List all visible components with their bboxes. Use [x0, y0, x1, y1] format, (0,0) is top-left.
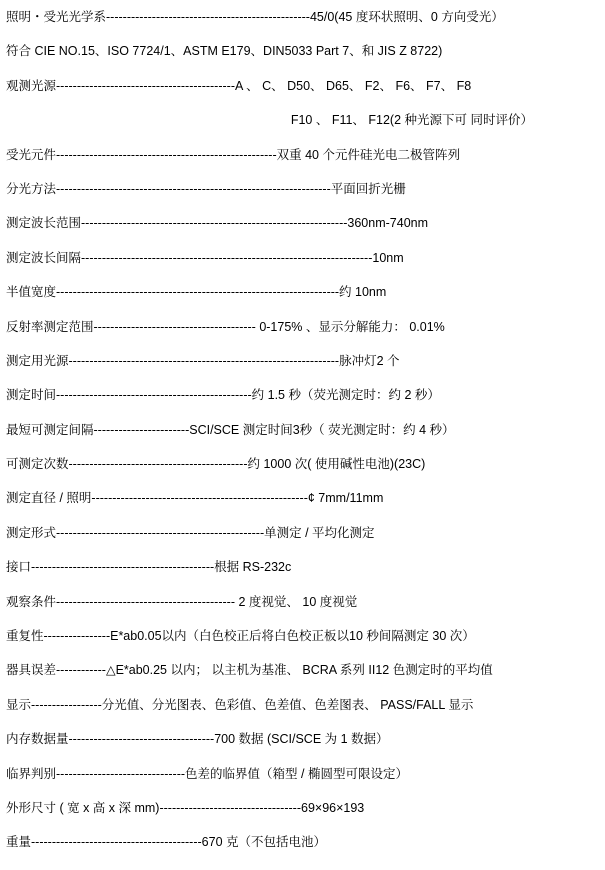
spec-line-text: 显示-----------------分光值、分光图表、色彩值、色差值、色差图表、 PASS/FALL 显示 — [6, 697, 474, 712]
spec-line-text: 观测光源-------------------------------------------A 、 C、 D50、 D65、 F2、 F6、 F7、 F8 — [6, 78, 472, 93]
spec-line-text: 观察条件------------------------------------------- 2 度视觉、 10 度视觉 — [6, 594, 358, 609]
spec-line-text: 内存数据量-----------------------------------700 数据 (SCI/SCE 为 1 数据） — [6, 732, 389, 747]
spec-line-measurement-wavelength-range — [6, 216, 599, 250]
spec-line-threshold-judgement — [6, 767, 599, 801]
spec-line-text: 测定时间-----------------------------------------------约 1.5 秒（荧光测定时：约 2 秒） — [6, 388, 440, 403]
spec-line-repeatability — [6, 629, 599, 663]
spec-line-text: 受光元件-----------------------------------------------------双重 40 个元件硅光电二极管阵列 — [6, 147, 460, 162]
spec-line-observation-light-source-cont — [6, 113, 599, 147]
spec-line-measurement-light-source — [6, 354, 599, 388]
spec-line-text: 测定直径 / 照明----------------------------------------------------¢ 7mm/11mm — [6, 491, 384, 506]
spec-line-standards-compliance — [6, 44, 599, 78]
spec-line-half-bandwidth — [6, 285, 599, 319]
spec-line-text: 照明・受光光学系-------------------------------------------------45/0(45 度环状照明、0 方向受光） — [6, 10, 504, 24]
spec-line-spectroscopic-method — [6, 182, 599, 216]
spec-line-measurement-time — [6, 388, 599, 422]
spec-line-weight — [6, 835, 599, 869]
spec-line-text: 外形尺寸 ( 宽 x 高 x 深 mm)----------------------------------69×96×193 — [6, 800, 365, 815]
spec-line-instrument-error — [6, 663, 599, 697]
spec-line-text: 测定形式--------------------------------------------------单测定 / 平均化测定 — [6, 525, 375, 540]
spec-line-text: 分光方法------------------------------------------------------------------平面回折光栅 — [6, 181, 406, 196]
spec-line-measurement-mode — [6, 526, 599, 560]
spec-line-text: 重复性----------------E*ab0.05以内（白色校正后将白色校正板以10 秒间隔测定 30 次） — [6, 629, 475, 644]
spec-line-text: 测定波长范围----------------------------------------------------------------360nm-740nm — [6, 216, 429, 231]
spec-line-memory-data-count — [6, 732, 599, 766]
spec-line-text: F10 、 F11、 F12(2 种光源下可 同时评价） — [290, 113, 533, 128]
spec-line-minimum-measurement-interval — [6, 423, 599, 457]
spec-line-text: 反射率测定范围--------------------------------------- 0-175% 、显示分解能力： 0.01% — [6, 319, 445, 334]
spec-line-text: 接口--------------------------------------------根据 RS-232c — [6, 560, 292, 575]
spec-line-illumination-observation — [6, 10, 599, 44]
spec-line-text: 临界判别-------------------------------色差的临界值（箱型 / 椭圆型可限设定） — [6, 766, 408, 781]
spec-line-observation-conditions — [6, 595, 599, 629]
spec-line-reflectance-measurement-range — [6, 320, 599, 354]
spec-line-text: 测定用光源-----------------------------------------------------------------脉冲灯2 个 — [6, 353, 400, 368]
spec-line-measurement-diameter-illumination — [6, 491, 599, 525]
spec-line-text: 最短可测定间隔-----------------------SCI/SCE 测定时间3秒（ 荧光测定时：约 4 秒） — [6, 422, 455, 437]
spec-line-observation-light-source — [6, 79, 599, 113]
spec-line-text: 测定波长间隔----------------------------------------------------------------------10nm — [6, 250, 404, 265]
spec-line-text: 半值宽度--------------------------------------------------------------------约 10nm — [6, 285, 387, 300]
spec-line-text: 重量-----------------------------------------670 克（不包括电池） — [6, 835, 326, 850]
spec-line-light-receiving-element — [6, 148, 599, 182]
spec-line-measurable-count — [6, 457, 599, 491]
spec-line-interface — [6, 560, 599, 594]
spec-line-text: 器具误差------------△E*ab0.25 以内； 以主机为基准、 BCRA 系列 II12 色测定时的平均值 — [6, 663, 493, 678]
spec-line-display — [6, 698, 599, 732]
spec-line-text: 符合 CIE NO.15、ISO 7724/1、ASTM E179、DIN5033 Part 7、和 JIS Z 8722) — [6, 44, 443, 59]
spec-line-external-dimensions — [6, 801, 599, 835]
spec-line-text: 可测定次数-------------------------------------------约 1000 次( 使用碱性电池)(23C) — [6, 457, 426, 472]
spec-line-measurement-wavelength-interval — [6, 251, 599, 285]
